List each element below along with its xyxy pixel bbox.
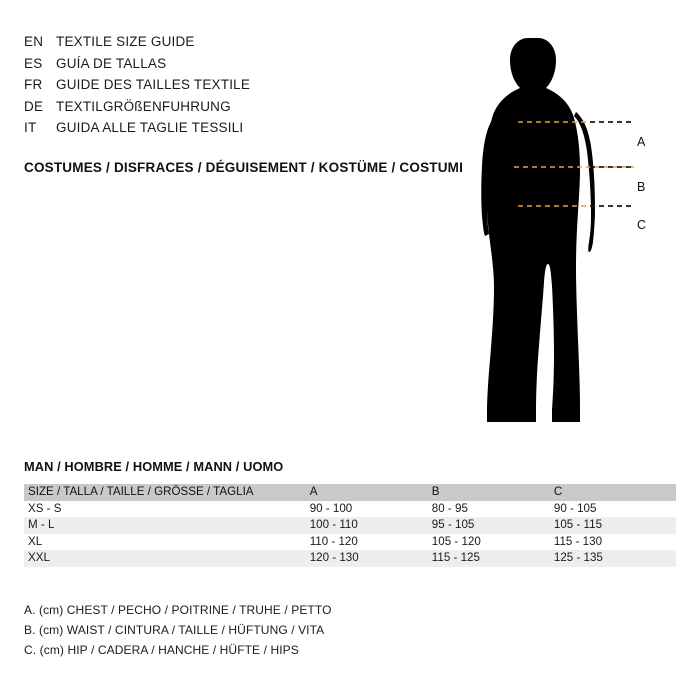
cell-hip: 90 - 105 [553, 501, 597, 515]
cell-hip: 115 - 130 [553, 534, 603, 548]
language-row-en [24, 34, 354, 56]
cell-chest: 100 - 110 [309, 518, 358, 531]
legend-row-a: A. (cm) CHEST / PECHO / POITRINE / TRUHE / PETTO [24, 603, 332, 617]
figure-label-c: C [637, 218, 647, 232]
cell-waist: 80 - 95 [431, 501, 468, 515]
language-text-es: GUÍA DE TALLAS [56, 55, 167, 71]
language-code-en: EN [24, 34, 44, 49]
language-code-fr: FR [24, 77, 43, 92]
cell-chest: 120 - 130 [309, 551, 359, 564]
cell-hip: 125 - 135 [553, 551, 603, 564]
table-row [24, 517, 676, 534]
language-text-en: TEXTILE SIZE GUIDE [56, 34, 195, 49]
language-row-es [24, 56, 354, 78]
cell-size: XXL [28, 551, 50, 564]
table-header-row [24, 484, 676, 501]
language-row-de [24, 99, 354, 121]
language-text-de: TEXTILGRÖßENFUHRUNG [56, 98, 231, 114]
legend-row-b: B. (cm) WAIST / CINTURA / TAILLE / HÜFTUNG / VITA [24, 623, 325, 637]
language-text-fr: GUIDE DES TAILLES TEXTILE [56, 77, 251, 92]
legend-row-c: C. (cm) HIP / CADERA / HANCHE / HÜFTE / HIPS [24, 643, 299, 657]
column-header-c: C [553, 485, 563, 498]
column-header-b: B [431, 485, 440, 498]
figure-label-b: B [637, 180, 646, 194]
measurement-legend [24, 600, 624, 660]
body-figure [440, 20, 680, 440]
cell-waist: 115 - 125 [431, 551, 480, 564]
table-title: MAN / HOMBRE / HOMME / MANN / UOMO [24, 459, 284, 474]
cell-waist: 95 - 105 [431, 518, 475, 531]
cell-size: XL [28, 534, 43, 548]
cell-size: M - L [28, 518, 55, 531]
language-text-it: GUIDA ALLE TAGLIE TESSILI [56, 120, 244, 135]
cell-chest: 110 - 120 [309, 534, 358, 548]
cell-size: XS - S [28, 501, 62, 515]
language-row-fr [24, 77, 354, 99]
column-header-a: A [309, 485, 318, 498]
language-row-it [24, 120, 354, 142]
cell-hip: 105 - 115 [553, 518, 603, 531]
language-list [24, 34, 354, 142]
table-row [24, 550, 676, 567]
cell-chest: 90 - 100 [309, 501, 353, 515]
table-row [24, 534, 676, 551]
table-row [24, 501, 676, 518]
cell-waist: 105 - 120 [431, 534, 481, 548]
language-code-es: ES [24, 55, 43, 71]
size-table [24, 484, 676, 567]
figure-label-a: A [637, 135, 646, 149]
costumes-subtitle: COSTUMES / DISFRACES / DÉGUISEMENT / KOSTÜME / COSTUMI [24, 160, 464, 175]
language-code-de: DE [24, 98, 44, 114]
column-header-size: SIZE / TALLA / TAILLE / GRÖSSE / TAGLIA [28, 485, 254, 498]
language-code-it: IT [24, 120, 37, 135]
